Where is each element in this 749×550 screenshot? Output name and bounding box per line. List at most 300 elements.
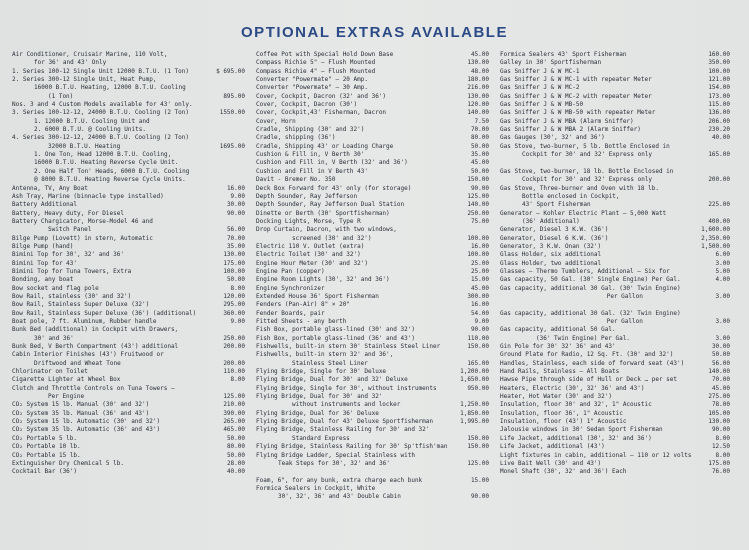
item-description: Gas Sniffer J & W MC-2 with repeater Meter: [500, 92, 652, 100]
item-description: Bunk Bed, V Berth Compartment (43') additional: [12, 343, 179, 351]
price-list-item: [256, 351, 489, 359]
item-price: 50.00: [470, 167, 489, 175]
item-price: 3.00: [715, 259, 730, 267]
item-description: 1. 12000 B.T.U. Cooling Unit and: [34, 117, 150, 125]
price-list-item: [256, 226, 489, 234]
item-description: Flying Bridge, Dual for 43' Deluxe Sportfisherman: [256, 418, 434, 426]
item-price: 16.00: [226, 184, 245, 192]
item-price: 12.50: [711, 443, 730, 451]
item-price: 40.00: [711, 134, 730, 142]
item-price: 70.00: [711, 376, 730, 384]
price-list-item: [500, 310, 730, 318]
item-price: 8.00: [230, 284, 245, 292]
price-list-item: [500, 84, 730, 92]
item-description: Cockpit for 30' and 32' Express only: [522, 176, 653, 184]
price-list-item: [12, 376, 245, 384]
item-description: Per Engine: [48, 393, 85, 401]
item-price: 3.00: [715, 292, 730, 300]
price-list-item: [12, 401, 245, 409]
price-list-item: [500, 452, 730, 460]
price-list-item: [500, 443, 730, 451]
item-description: Compass Richie 4" — Flush Mounted: [256, 67, 376, 75]
price-list-item: [256, 426, 489, 434]
item-price: 115.00: [708, 101, 730, 109]
item-price: 2,350.00: [701, 234, 730, 242]
price-list-item: [500, 93, 730, 101]
price-list-item: [256, 109, 489, 117]
price-column-right: [500, 51, 730, 477]
item-price: 8.00: [715, 451, 730, 459]
item-description: Insulation, floor 30' and 32', 1" Acoustic: [500, 401, 652, 409]
item-description: Gas Sniffer J & W MB-50: [500, 101, 584, 109]
price-list-item: [256, 101, 489, 109]
price-list-item: [500, 76, 730, 84]
item-price: 210.00: [223, 401, 245, 409]
item-description: Gas Sniffer J & W MC-1 with repeater Meter: [500, 76, 652, 84]
item-description: Drop Curtain, Dacron, with two windows,: [256, 226, 397, 234]
price-list-item: [256, 285, 489, 293]
item-price: 3.00: [715, 334, 730, 342]
price-list-item: [500, 393, 730, 401]
item-price: 40.00: [226, 468, 245, 476]
price-list-item: [12, 218, 245, 226]
item-description: Electric 110 V. Outlet (extra): [256, 242, 365, 250]
price-list-item: [256, 401, 489, 409]
price-list-item: [12, 385, 245, 393]
item-price: 173.00: [708, 92, 730, 100]
item-description: (36' Additional): [522, 217, 580, 225]
price-list-item: [256, 93, 489, 101]
item-description: Driftwood and Wheat Tone: [34, 359, 121, 367]
item-description: Bimini Top for 30', 32' and 36': [12, 251, 124, 259]
item-price: 150.00: [467, 343, 489, 351]
item-description: Cover, Cockpit, Dacron (32' and 36'): [256, 92, 387, 100]
item-description: Cradle, shipping (36'): [256, 134, 336, 142]
item-description: Galley in 30' Sportfisherman: [500, 59, 602, 67]
item-description: Generator, Diesel 3 K.W. (36'): [500, 226, 609, 234]
item-price: 200.00: [708, 176, 730, 184]
item-description: 30' and 36': [34, 334, 74, 342]
item-price: 895.00: [223, 92, 245, 100]
price-list-item: [500, 468, 730, 476]
item-description: Flying Bridge Ladder, Special Stainless with: [256, 451, 415, 459]
item-price: 45.00: [470, 51, 489, 58]
price-list-item: [500, 285, 730, 293]
item-price: 80.00: [226, 443, 245, 451]
item-description: Jalousie windows in 30' Sedan Sport Fisherman: [500, 426, 663, 434]
item-price: 100.00: [223, 267, 245, 275]
item-description: Fenders (Pan-Air) 8" × 20": [256, 301, 350, 309]
item-description: 4. Series 300-12-12, 24000 B.T.U. Cooling (2 Ton): [12, 134, 190, 142]
item-description: 43' Sport Fisherman: [522, 201, 591, 209]
item-description: Flying Bridge, Dual for 30' and 32': [256, 393, 383, 401]
item-description: Nos. 3 and 4 Custom Models available for 43' only.: [12, 101, 193, 109]
item-description: Heater, Hot Water (30' and 32'): [500, 393, 612, 401]
price-list-item: [12, 126, 245, 134]
price-list-item: [256, 243, 489, 251]
item-description: Cabin Interior Finishes (43') Fruitwood or: [12, 351, 164, 359]
item-price: 360.00: [223, 309, 245, 317]
item-price: 140.00: [708, 368, 730, 376]
item-description: Engine Pan (copper): [256, 267, 325, 275]
item-description: 16000 B.T.U. Heating, 12000 B.T.U. Cooling: [34, 84, 186, 92]
item-description: Gas Stove, two-burner, 18 lb. Bottle Enclosed in: [500, 167, 674, 175]
item-description: Depth Sounder, Ray Jefferson: [256, 192, 358, 200]
item-description: Flying Bridge, Single for 30', without instruments: [256, 384, 437, 392]
price-list-item: [12, 452, 245, 460]
item-price: 45.00: [711, 384, 730, 392]
price-list-item: [256, 76, 489, 84]
item-description: Flying Bridge, Stainless Railing for 30' Sp'tfish'man: [256, 443, 448, 451]
price-list-item: [500, 376, 730, 384]
item-description: Bilge Pump (Lovett) in stern, Automatic: [12, 234, 153, 242]
price-list-item: [256, 251, 489, 259]
price-list-item: [256, 376, 489, 384]
item-price: 130.00: [223, 251, 245, 259]
price-list-item: [12, 210, 245, 218]
price-list-item: [500, 134, 730, 142]
item-description: Formica Sealers 43' Sport Fisherman: [500, 51, 627, 58]
item-description: Battery, Heavy duty, For Diesel: [12, 209, 124, 217]
price-list-item: [500, 368, 730, 376]
item-price: 5.00: [715, 267, 730, 275]
price-list-item: [12, 51, 245, 59]
price-list-item: [500, 293, 730, 301]
price-list-item: [500, 385, 730, 393]
item-price: 16.00: [470, 242, 489, 250]
price-list-item: [256, 201, 489, 209]
item-description: without instruments and locker: [292, 401, 401, 409]
item-price: 206.00: [708, 117, 730, 125]
item-description: Per Gallon: [606, 292, 643, 300]
item-description: Gas capacity, 50 Gal. (30' Single Engine) Per Gal.: [500, 276, 681, 284]
item-description: Glass Holder, two additional: [500, 259, 602, 267]
item-description: Teak Steps for 30', 32' and 36': [278, 459, 390, 467]
item-price: 76.00: [711, 468, 730, 476]
item-description: Cradle, Shipping (30' and 32'): [256, 126, 365, 134]
item-price: 160.00: [708, 51, 730, 58]
item-price: 7.50: [474, 117, 489, 125]
item-price: 140.00: [467, 201, 489, 209]
item-description: Cover, Cockpit,43' Fisherman, Dacron: [256, 109, 387, 117]
price-list-item: [12, 76, 245, 84]
price-list-item: [12, 326, 245, 334]
item-price: 70.00: [226, 234, 245, 242]
price-list-item: [12, 143, 245, 151]
item-description: Cradle, Shipping 43' or Loading Charge: [256, 142, 394, 150]
item-price: 140.00: [467, 109, 489, 117]
item-price: 350.00: [708, 59, 730, 67]
item-description: 32000 B.T.U. Heating: [48, 142, 121, 150]
item-price: 295.00: [223, 301, 245, 309]
price-list-item: [500, 460, 730, 468]
item-price: $ 695.00: [216, 67, 245, 75]
item-price: 105.00: [708, 409, 730, 417]
item-description: Glass Holder, six additional: [500, 251, 602, 259]
price-list-item: [12, 443, 245, 451]
item-price: 50.00: [226, 451, 245, 459]
item-price: 154.00: [708, 84, 730, 92]
item-price: 265.00: [223, 418, 245, 426]
item-description: Life Jacket, additional (43'): [500, 443, 605, 451]
item-price: 30.00: [711, 343, 730, 351]
item-description: Cover, Cockpit, Dacron (30'): [256, 101, 358, 109]
price-list-item: [256, 68, 489, 76]
item-price: 90.00: [470, 326, 489, 334]
price-list-item: [500, 101, 730, 109]
price-list-item: [12, 109, 245, 117]
price-list-item: [500, 326, 730, 334]
price-list-item: [12, 168, 245, 176]
item-price: 75.00: [470, 217, 489, 225]
item-price: 28.00: [226, 459, 245, 467]
item-price: 30.00: [226, 201, 245, 209]
price-list-item: [256, 260, 489, 268]
price-list-item: [256, 326, 489, 334]
item-price: 400.00: [708, 217, 730, 225]
price-list-item: [12, 293, 245, 301]
item-description: Cockpit for 30' and 32' Express only: [522, 151, 653, 159]
price-list-item: [12, 276, 245, 284]
item-description: Foam, 6", for any bunk, extra charge each bunk: [256, 476, 423, 484]
item-price: 15.00: [470, 476, 489, 484]
item-description: Monel Shaft (30', 32' and 36') Each: [500, 468, 627, 476]
item-price: 125.00: [467, 192, 489, 200]
item-price: 130.00: [708, 418, 730, 426]
price-list-item: [500, 143, 730, 151]
item-description: 2. 6000 B.T.U. @ Cooling Units.: [34, 126, 146, 134]
price-list-item: [12, 351, 245, 359]
item-description: Deck Box Forward for 43' only (for storage): [256, 184, 412, 192]
price-list-item: [12, 84, 245, 92]
price-list-item: [256, 435, 489, 443]
item-description: Gin Pole for 30' 32' 36' and 43': [500, 343, 616, 351]
price-list-item: [12, 335, 245, 343]
item-price: 9.00: [230, 192, 245, 200]
item-description: Gas Stove, Three-burner and Oven with 18 lb.: [500, 184, 659, 192]
item-description: 3. Series 100-12-12, 24000 B.T.U. Cooling (2 Ton): [12, 109, 190, 117]
item-price: 230.20: [708, 126, 730, 134]
item-description: 16000 B.T.U. Heating Reverse Cycle Unit.: [34, 159, 179, 167]
item-price: 250.00: [223, 334, 245, 342]
item-description: Bunk Bed (additional) in Cockpit with Drawers,: [12, 326, 179, 334]
item-price: 1,250.00: [460, 401, 489, 409]
item-price: 950.00: [467, 384, 489, 392]
price-list-item: [256, 268, 489, 276]
item-description: Hawse Pipe through side of Hull or Deck … per set: [500, 376, 678, 384]
price-list-item: [256, 185, 489, 193]
item-description: CO₂ Portable 10 lb.: [12, 443, 81, 451]
item-price: 78.00: [711, 401, 730, 409]
item-price: 120.00: [467, 101, 489, 109]
price-list-item: [12, 201, 245, 209]
item-price: 180.00: [467, 76, 489, 84]
item-price: 8.00: [230, 376, 245, 384]
item-description: Insulation, floor 36', 1" Acoustic: [500, 409, 623, 417]
item-price: 1,995.00: [460, 418, 489, 426]
price-list-item: [12, 368, 245, 376]
item-description: 2. Series 300-12 Single Unit, Heat Pump,: [12, 76, 157, 84]
price-list-item: [500, 51, 730, 59]
item-description: Gas capacity, additional 50 Gal.: [500, 326, 616, 334]
item-price: 1550.00: [219, 109, 245, 117]
price-list-item: [12, 235, 245, 243]
item-description: Fishwells, built-in stern 32' and 36',: [256, 351, 394, 359]
page-title: OPTIONAL EXTRAS AVAILABLE: [241, 24, 508, 41]
item-description: Bimini Top for 43': [12, 259, 78, 267]
price-list-item: [12, 118, 245, 126]
price-list-item: [500, 235, 730, 243]
item-description: Stainless Steel Liner: [292, 359, 368, 367]
item-price: 200.00: [223, 359, 245, 367]
item-description: Gas Stove, two-burner, 5 lb. Bottle Enclosed in: [500, 142, 670, 150]
item-description: Bottle enclosed in Cockpit,: [522, 192, 620, 200]
price-list-item: [256, 310, 489, 318]
price-list-item: [256, 493, 489, 501]
item-description: Gas Sniffer J & W MBA 2 (Alarm Sniffer): [500, 126, 641, 134]
item-price: 48.00: [470, 67, 489, 75]
price-list-item: [12, 426, 245, 434]
item-price: 90.00: [226, 209, 245, 217]
price-list-item: [256, 126, 489, 134]
item-description: Generator, 3 K.W. Onan (32'): [500, 242, 602, 250]
item-price: 100.00: [467, 234, 489, 242]
item-description: Chlorinator on Toilet: [12, 368, 88, 376]
item-description: Bow Rail, stainless (30' and 32'): [12, 292, 132, 300]
item-description: Heaters, Electric (30', 32' 36' and 43'): [500, 384, 645, 392]
price-list-item: [12, 460, 245, 468]
item-price: 175.00: [708, 459, 730, 467]
item-price: 1,500.00: [701, 242, 730, 250]
item-description: Gas Gauges (30', 32' and 36'): [500, 134, 605, 142]
price-list-item: [12, 243, 245, 251]
price-list-item: [256, 176, 489, 184]
price-list-item: [12, 435, 245, 443]
price-list-item: [256, 477, 489, 485]
item-description: Electric Toilet (30' and 32'): [256, 251, 361, 259]
price-list-item: [12, 285, 245, 293]
item-description: Bimini Top for Tuna Towers, Extra: [12, 267, 132, 275]
item-description: Flying Bridge, Dual for 36' Deluxe: [256, 409, 379, 417]
item-price: 56.00: [711, 359, 730, 367]
price-list-item: [256, 210, 489, 218]
item-description: 1. One Ton, Head 12000 B.T.U. Cooling,: [34, 151, 172, 159]
item-description: Coffee Pot with Special Hold Down Base: [256, 51, 394, 58]
item-description: Fish Box, portable glass-lined (30' and 32'): [256, 326, 415, 334]
price-list-item: [256, 452, 489, 460]
item-price: 100.00: [708, 67, 730, 75]
item-description: Generator — Kohler Electric Plant — 5,000 Watt: [500, 209, 667, 217]
item-description: Docking Lights, Morse, Type R: [256, 217, 361, 225]
item-price: 54.00: [470, 309, 489, 317]
item-description: Handles, Stainless, each side of forward seat (43'): [500, 359, 685, 367]
item-price: 150.00: [467, 443, 489, 451]
item-price: 465.00: [223, 426, 245, 434]
price-list-item: [256, 460, 489, 468]
price-list-item: [500, 351, 730, 359]
item-price: 130.00: [467, 92, 489, 100]
price-list-item: [500, 418, 730, 426]
price-list-item: [256, 151, 489, 159]
item-description: Light fixtures in cabin, additional — 110 or 12 volts: [500, 451, 692, 459]
price-list-item: [500, 260, 730, 268]
item-price: 3.00: [715, 318, 730, 325]
price-list-item: [500, 343, 730, 351]
item-price: 150.00: [467, 176, 489, 184]
item-description: Dinette or Berth (30' Sportfisherman): [256, 209, 390, 217]
price-list-item: [500, 193, 730, 201]
price-list-item: [256, 368, 489, 376]
item-price: 390.00: [223, 409, 245, 417]
item-description: Gas Sniffer J & W MC-1: [500, 67, 580, 75]
item-description: Hand Rails, Stainless — All Boats: [500, 368, 620, 376]
item-description: Clutch and Throttle Controls on Tuna Towers —: [12, 384, 175, 392]
price-list-item: [256, 301, 489, 309]
price-list-item: [500, 335, 730, 343]
price-list-item: [256, 235, 489, 243]
item-price: 120.00: [223, 292, 245, 300]
item-price: 80.00: [470, 134, 489, 142]
item-description: Fishwells, built-in stern 30' Stainless Steel Liner: [256, 343, 441, 351]
item-description: CO₂ Portable 15 lb.: [12, 451, 81, 459]
price-column-middle: [256, 51, 489, 502]
item-description: Extended House 36' Sport Fisherman: [256, 292, 379, 300]
item-price: 175.00: [223, 259, 245, 267]
item-price: 300.00: [467, 292, 489, 300]
item-price: 1,600.00: [701, 226, 730, 234]
price-list-item: [12, 193, 245, 201]
price-list-item: [12, 151, 245, 159]
price-list-item: [500, 243, 730, 251]
item-description: CO₂ System 35 lb. Manual (36' and 43'): [12, 409, 150, 417]
price-list-item: [500, 176, 730, 184]
price-list-item: [12, 468, 245, 476]
item-description: [256, 468, 487, 476]
price-list-item: [500, 301, 730, 309]
price-list-item: [500, 401, 730, 409]
item-price: 225.00: [708, 201, 730, 209]
item-description: Fender Boards, pair: [256, 309, 325, 317]
item-description: Standard Express: [292, 434, 350, 442]
item-price: 125.00: [467, 459, 489, 467]
item-price: 50.00: [226, 434, 245, 442]
item-description: Insulation, floor (43') 1" Acoustic: [500, 418, 627, 426]
item-price: 1,650.00: [460, 376, 489, 384]
item-description: Air Conditioner, Cruisair Marine, 110 Volt,: [12, 51, 168, 58]
item-description: Depth Sounder, Ray Jefferson Dual Station: [256, 201, 405, 209]
price-list-item: [256, 59, 489, 67]
item-description: Engine Hour Meter (30' and 32'): [256, 259, 368, 267]
price-list-item: [12, 310, 245, 318]
price-list-item: [500, 168, 730, 176]
item-description: Gas Sniffer J & W MBA (Alarm Sniffer): [500, 117, 634, 125]
item-price: 9.00: [230, 318, 245, 325]
price-list-item: [12, 418, 245, 426]
item-description: Formica Sealers in Cockpit, White: [256, 484, 376, 492]
price-list-item: [256, 118, 489, 126]
price-list-item: [256, 418, 489, 426]
item-price: 50.00: [711, 351, 730, 359]
price-list-item: [12, 159, 245, 167]
price-list-item: [500, 118, 730, 126]
item-price: 90.00: [711, 426, 730, 434]
item-price: 35.00: [226, 242, 245, 250]
item-price: 110.00: [467, 334, 489, 342]
price-list-item: [12, 360, 245, 368]
item-price: 9.00: [474, 318, 489, 325]
item-price: 45.00: [470, 284, 489, 292]
price-list-item: [12, 134, 245, 142]
